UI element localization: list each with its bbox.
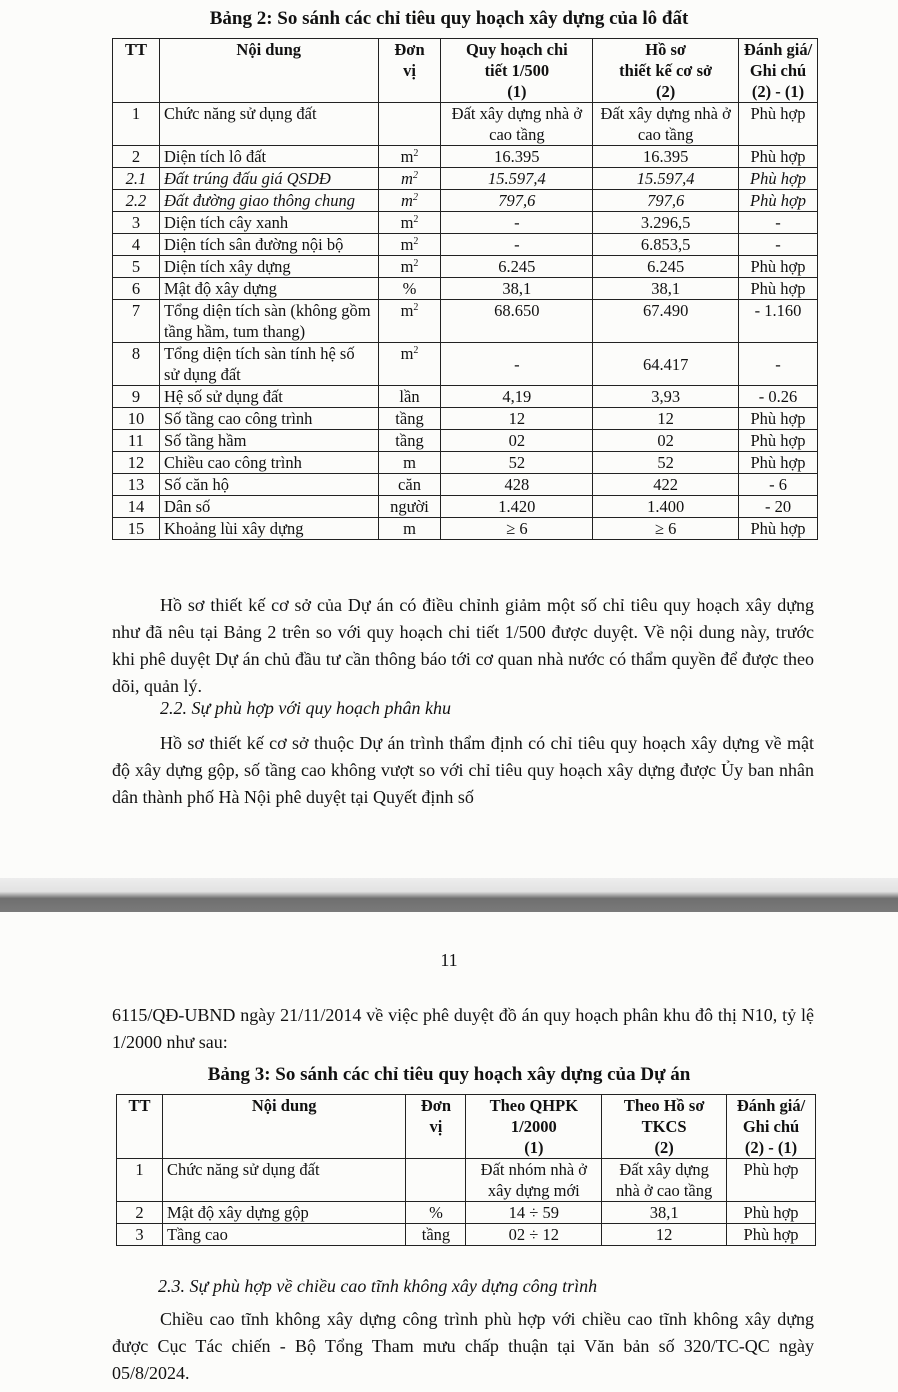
cell-design: 64.417	[593, 343, 739, 386]
cell-tt: 7	[113, 300, 160, 343]
table2-header-design: Hồ sơ thiết kế cơ sở (2)	[593, 39, 739, 103]
cell-content: Chức năng sử dụng đất	[159, 103, 378, 146]
table-row	[113, 408, 818, 430]
cell-plan: Đất xây dựng nhà ở cao tầng	[441, 103, 593, 146]
cell-tt: 13	[113, 474, 160, 496]
cell-tt: 4	[113, 234, 160, 256]
cell-design: 52	[593, 452, 739, 474]
cell-unit: tầng	[378, 430, 441, 452]
cell-eval: - 6	[739, 474, 818, 496]
page-number: 11	[440, 950, 458, 970]
cell-unit: m	[378, 452, 441, 474]
cell-plan: ≥ 6	[441, 518, 593, 540]
paragraph-clearance-height: Chiều cao tĩnh không xây dựng công trình phù hợp với chiều cao tĩnh không xây dựng được Cục Tác chiến - Bộ Tổng Tham mưu chấp thuận tại Văn bản số 320/TC-QC ngày 05/8/2024.	[112, 1309, 814, 1383]
cell-content: Số tầng cao công trình	[159, 408, 378, 430]
cell-design: 38,1	[593, 278, 739, 300]
cell-plan: 1.420	[441, 496, 593, 518]
cell-content: Diện tích sân đường nội bộ	[159, 234, 378, 256]
cell-tt: 9	[113, 386, 160, 408]
cell-content: Tầng cao	[162, 1224, 406, 1246]
table-row	[113, 430, 818, 452]
table3-caption: Bảng 3: So sánh các chỉ tiêu quy hoạch xây dựng của Dự án	[207, 1064, 691, 1085]
table2-header-unit: Đơn vị	[378, 39, 441, 103]
cell-tt: 2.2	[113, 190, 160, 212]
cell-eval: - 0.26	[739, 386, 818, 408]
paragraph-decision-reference: 6115/QĐ-UBND ngày 21/11/2014 về việc phê duyệt đồ án quy hoạch phân khu đô thị N10, tỷ lệ 1/2000 như sau:	[112, 1005, 814, 1052]
cell-content: Diện tích cây xanh	[159, 212, 378, 234]
cell-plan: 14 ÷ 59	[466, 1202, 602, 1224]
table3-header-eval: Đánh giá/ Ghi chú (2) - (1)	[727, 1095, 816, 1159]
cell-design: 797,6	[593, 190, 739, 212]
cell-eval: - 1.160	[739, 300, 818, 343]
cell-design: ≥ 6	[593, 518, 739, 540]
cell-content: Tổng diện tích sàn (không gồm tầng hầm, tum thang)	[159, 300, 378, 343]
cell-tt: 15	[113, 518, 160, 540]
table-row	[113, 300, 818, 343]
table3-header-row	[117, 1095, 816, 1159]
cell-tt: 10	[113, 408, 160, 430]
table-row	[113, 496, 818, 518]
cell-eval: Phù hợp	[727, 1159, 816, 1202]
cell-unit: %	[406, 1202, 466, 1224]
cell-plan: 38,1	[441, 278, 593, 300]
cell-plan: Đất nhóm nhà ở xây dựng mới	[466, 1159, 602, 1202]
cell-design: 1.400	[593, 496, 739, 518]
table2-header-tt: TT	[113, 39, 160, 103]
cell-eval: Phù hợp	[739, 278, 818, 300]
cell-tt: 3	[117, 1224, 163, 1246]
cell-tt: 12	[113, 452, 160, 474]
cell-content: Hệ số sử dụng đất	[159, 386, 378, 408]
table-row	[113, 278, 818, 300]
cell-unit: $m^2$	[378, 146, 441, 168]
cell-eval: Phù hợp	[739, 430, 818, 452]
cell-tt: 2	[113, 146, 160, 168]
cell-plan: 428	[441, 474, 593, 496]
cell-eval: Phù hợp	[739, 518, 818, 540]
section-heading-2-2: 2.2. Sự phù hợp với quy hoạch phân khu	[160, 698, 451, 718]
table-row	[113, 518, 818, 540]
cell-tt: 6	[113, 278, 160, 300]
cell-eval: Phù hợp	[727, 1224, 816, 1246]
table2	[112, 38, 818, 540]
table2-header-plan: Quy hoạch chi tiết 1/500 (1)	[441, 39, 593, 103]
table-row	[113, 386, 818, 408]
cell-unit: lần	[378, 386, 441, 408]
cell-design: 15.597,4	[593, 168, 739, 190]
table-row	[113, 256, 818, 278]
table-row	[113, 168, 818, 190]
table-row	[117, 1202, 816, 1224]
cell-content: Mật độ xây dựng gộp	[162, 1202, 406, 1224]
cell-tt: 1	[117, 1159, 163, 1202]
cell-tt: 11	[113, 430, 160, 452]
cell-unit: $m^2$	[378, 300, 441, 343]
cell-eval: Phù hợp	[739, 190, 818, 212]
cell-eval: -	[739, 343, 818, 386]
table-row	[117, 1159, 816, 1202]
cell-eval: Phù hợp	[739, 256, 818, 278]
cell-unit: $m^2$	[378, 212, 441, 234]
cell-unit: tầng	[378, 408, 441, 430]
table-row	[113, 452, 818, 474]
table3-header-content: Nội dung	[162, 1095, 406, 1159]
cell-plan: 6.245	[441, 256, 593, 278]
section-heading-2-3: 2.3. Sự phù hợp về chiều cao tĩnh không xây dựng công trình	[158, 1276, 598, 1296]
table3-header-plan: Theo QHPK 1/2000 (1)	[466, 1095, 602, 1159]
cell-plan: 16.395	[441, 146, 593, 168]
cell-eval: Phù hợp	[727, 1202, 816, 1224]
cell-plan: 52	[441, 452, 593, 474]
cell-tt: 2	[117, 1202, 163, 1224]
cell-eval: - 20	[739, 496, 818, 518]
cell-unit: %	[378, 278, 441, 300]
cell-design: 12	[593, 408, 739, 430]
table3-header-tt: TT	[117, 1095, 163, 1159]
table3-header-design: Theo Hồ sơ TKCS (2)	[602, 1095, 727, 1159]
cell-plan: -	[441, 212, 593, 234]
cell-design: 38,1	[602, 1202, 727, 1224]
cell-unit: người	[378, 496, 441, 518]
cell-content: Tổng diện tích sàn tính hệ số sử dụng đất	[159, 343, 378, 386]
cell-unit: căn	[378, 474, 441, 496]
cell-eval: Phù hợp	[739, 146, 818, 168]
cell-tt: 1	[113, 103, 160, 146]
cell-unit: tầng	[406, 1224, 466, 1246]
table-row	[117, 1224, 816, 1246]
cell-design: 12	[602, 1224, 727, 1246]
table-row	[113, 190, 818, 212]
cell-plan: 15.597,4	[441, 168, 593, 190]
cell-eval: Phù hợp	[739, 103, 818, 146]
cell-eval: -	[739, 234, 818, 256]
cell-content: Khoảng lùi xây dựng	[159, 518, 378, 540]
cell-tt: 2.1	[113, 168, 160, 190]
table2-header-eval: Đánh giá/ Ghi chú (2) - (1)	[739, 39, 818, 103]
cell-design: 3.296,5	[593, 212, 739, 234]
table-row	[113, 103, 818, 146]
cell-content: Chức năng sử dụng đất	[162, 1159, 406, 1202]
table-row	[113, 146, 818, 168]
cell-content: Diện tích lô đất	[159, 146, 378, 168]
cell-content: Diện tích xây dựng	[159, 256, 378, 278]
table2-header-row	[113, 39, 818, 103]
cell-plan: -	[441, 343, 593, 386]
cell-plan: 68.650	[441, 300, 593, 343]
paragraph-zoning-compliance: Hồ sơ thiết kế cơ sở thuộc Dự án trình thẩm định có chỉ tiêu quy hoạch xây dựng về mật độ xây dựng gộp, số tầng cao không vượt so với chỉ tiêu quy hoạch xây dựng được Ủy ban nhân dân thành phố Hà Nội phê duyệt tại Quyết định số	[112, 733, 814, 807]
cell-eval: Phù hợp	[739, 168, 818, 190]
table3-header-unit: Đơn vị	[406, 1095, 466, 1159]
cell-content: Chiều cao công trình	[159, 452, 378, 474]
cell-design: 422	[593, 474, 739, 496]
cell-eval: Phù hợp	[739, 452, 818, 474]
cell-eval: Phù hợp	[739, 408, 818, 430]
cell-content: Dân số	[159, 496, 378, 518]
cell-unit	[406, 1159, 466, 1202]
cell-eval: -	[739, 212, 818, 234]
cell-content: Số tầng hầm	[159, 430, 378, 452]
cell-plan: -	[441, 234, 593, 256]
cell-content: Mật độ xây dựng	[159, 278, 378, 300]
cell-design: 67.490	[593, 300, 739, 343]
cell-design: Đất xây dựng nhà ở cao tầng	[593, 103, 739, 146]
table2-header-content: Nội dung	[159, 39, 378, 103]
table-row	[113, 212, 818, 234]
cell-design: 16.395	[593, 146, 739, 168]
cell-design: 6.245	[593, 256, 739, 278]
cell-design: 6.853,5	[593, 234, 739, 256]
cell-plan: 02	[441, 430, 593, 452]
cell-tt: 8	[113, 343, 160, 386]
cell-unit: $m^2$	[378, 343, 441, 386]
cell-unit: $m^2$	[378, 234, 441, 256]
cell-tt: 3	[113, 212, 160, 234]
cell-design: 3,93	[593, 386, 739, 408]
cell-plan: 12	[441, 408, 593, 430]
cell-plan: 797,6	[441, 190, 593, 212]
cell-unit: $m^2$	[378, 256, 441, 278]
cell-tt: 5	[113, 256, 160, 278]
table-row	[113, 474, 818, 496]
cell-tt: 14	[113, 496, 160, 518]
cell-plan: 4,19	[441, 386, 593, 408]
cell-content: Số căn hộ	[159, 474, 378, 496]
table-row	[113, 343, 818, 386]
table-row	[113, 234, 818, 256]
cell-design: Đất xây dựng nhà ở cao tầng	[602, 1159, 727, 1202]
cell-unit: $m^2$	[378, 168, 441, 190]
table3	[116, 1094, 816, 1246]
page-separator	[0, 878, 898, 912]
table2-caption: Bảng 2: So sánh các chỉ tiêu quy hoạch xây dựng của lô đất	[209, 8, 689, 29]
cell-unit	[378, 103, 441, 146]
paragraph-adjustment-note: Hồ sơ thiết kế cơ sở của Dự án có điều chỉnh giảm một số chỉ tiêu quy hoạch xây dựng như đã nêu tại Bảng 2 trên so với quy hoạch chi tiết 1/500 được duyệt. Về nội dung này, trước khi phê duyệt Dự án chủ đầu tư cần thông báo tới cơ quan nhà nước có thẩm quyền để được theo dõi, quản lý.	[112, 595, 814, 696]
cell-content: Đất đường giao thông chung	[159, 190, 378, 212]
cell-unit: m	[378, 518, 441, 540]
cell-content: Đất trúng đấu giá QSDĐ	[159, 168, 378, 190]
cell-unit: $m^2$	[378, 190, 441, 212]
cell-plan: 02 ÷ 12	[466, 1224, 602, 1246]
cell-design: 02	[593, 430, 739, 452]
